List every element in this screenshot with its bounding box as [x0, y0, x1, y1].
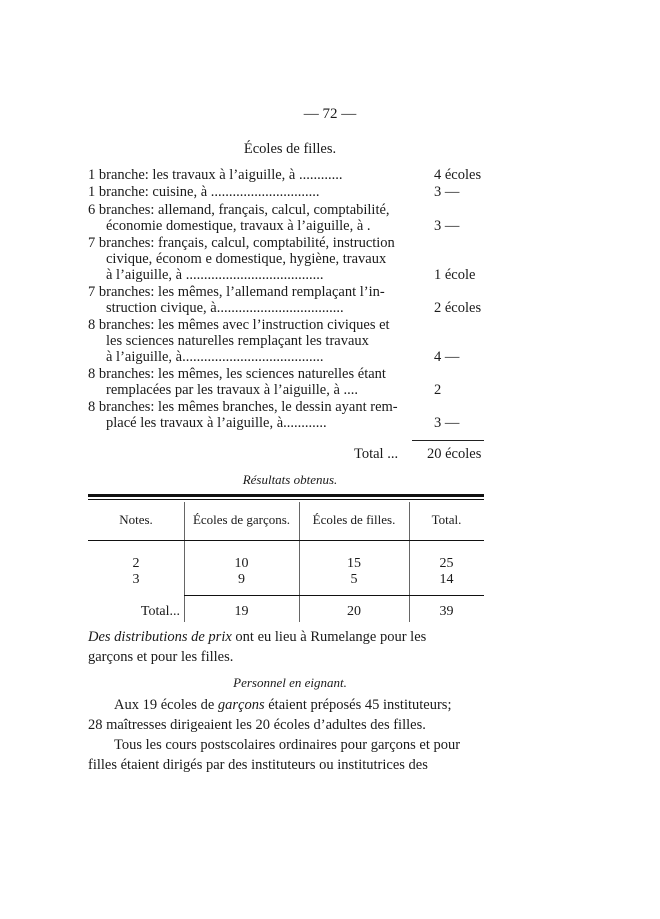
- table-header: Écoles de garçons.: [192, 512, 291, 527]
- total-rule: [412, 440, 484, 441]
- paragraph-prizes: [88, 627, 486, 667]
- table-header: Écoles de filles.: [312, 512, 396, 527]
- list-item-count: 1 école: [434, 267, 476, 283]
- paragraph-text: ont eu lieu à Rumelange pour les: [231, 629, 427, 645]
- list-item: 1 branche: cuisine, à ..............................: [88, 184, 320, 200]
- list-item-count: 2 écoles: [434, 300, 482, 316]
- list-item-continuation: économie domestique, travaux à l’aiguille, à .: [106, 218, 371, 234]
- table-total-cell: 20: [347, 604, 361, 619]
- paragraph-italic: Des distributions de prix: [88, 629, 232, 645]
- list-item-continuation: civique, économ e domestique, hygiène, travaux: [106, 251, 387, 267]
- total-value: 20 écoles: [427, 446, 482, 462]
- table-cell: 15: [347, 556, 361, 571]
- list-item-continuation: struction civique, à...................................: [106, 300, 344, 316]
- table-cell: 2: [132, 556, 140, 571]
- list-item-count: 2: [434, 382, 442, 398]
- personnel-title: Personnel en eignant.: [233, 675, 347, 690]
- page-number: — 72 —: [303, 106, 357, 122]
- list-item-continuation: placé les travaux à l’aiguille, à............: [106, 415, 327, 431]
- table-total-cell: 19: [234, 604, 249, 619]
- table-cell: 5: [350, 572, 358, 587]
- table-header: Notes.: [119, 512, 153, 527]
- table-header: Total.: [431, 512, 462, 527]
- paragraph-text: filles étaient dirigés par des instituteurs ou institutrices des: [88, 757, 428, 773]
- list-item-count: 3 —: [434, 184, 460, 200]
- list-item: 7 branches: français, calcul, comptabilité, instruction: [88, 235, 395, 251]
- results-title: Résultats obtenus.: [242, 472, 338, 487]
- list-item-continuation: à l’aiguille, à ......................................: [106, 267, 324, 283]
- table-cell: 3: [132, 572, 140, 587]
- list-item: 8 branches: les mêmes branches, le dessin ayant rem-: [88, 399, 398, 415]
- list-item-count: 3 —: [434, 415, 460, 431]
- paragraph-text: Aux 19 écoles de: [114, 697, 218, 713]
- table-cell: 14: [439, 572, 454, 587]
- paragraph-personnel: [88, 695, 486, 735]
- paragraph-text: garçons et pour les filles.: [88, 649, 234, 665]
- paragraph-text: 28 maîtresses dirigeaient les 20 écoles d’adultes des filles.: [88, 717, 426, 733]
- paragraph-text: étaient préposés 45 instituteurs;: [264, 697, 452, 713]
- section-title: Écoles de filles.: [243, 141, 337, 157]
- table-top-rule: [88, 494, 484, 497]
- total-label: Total ...: [354, 446, 399, 462]
- list-item-count: 4 —: [434, 349, 460, 365]
- list-item: 8 branches: les mêmes avec l’instruction civiques et: [88, 317, 390, 333]
- table-top-rule-thin: [88, 499, 484, 500]
- list-item: 1 branche: les travaux à l’aiguille, à ............: [88, 167, 343, 183]
- list-item: 7 branches: les mêmes, l’allemand remplaçant l’in-: [88, 284, 385, 300]
- list-item-continuation: remplacées par les travaux à l’aiguille, à ....: [106, 382, 359, 398]
- list-item: 6 branches: allemand, français, calcul, comptabilité,: [88, 202, 390, 218]
- list-item-continuation: les sciences naturelles remplaçant les travaux: [106, 333, 369, 349]
- list-item-count: 3 —: [434, 218, 460, 234]
- table-cell: 9: [238, 572, 245, 587]
- table-total-rule: [184, 595, 484, 596]
- list-item: 8 branches: les mêmes, les sciences naturelles étant: [88, 366, 386, 382]
- table-total-cell: 39: [439, 604, 454, 619]
- table-cell: 10: [234, 556, 249, 571]
- paragraph-italic: garçons: [217, 697, 265, 713]
- table-cell: 25: [439, 556, 454, 571]
- list-item-continuation: à l’aiguille, à.......................................: [106, 349, 324, 365]
- paragraph-courses: [88, 735, 486, 775]
- list-item-count: 4 écoles: [434, 167, 482, 183]
- table-total-label: Total...: [140, 604, 180, 619]
- table-header-rule: [88, 540, 484, 541]
- paragraph-text: Tous les cours postscolaires ordinaires pour garçons et pour: [114, 737, 461, 753]
